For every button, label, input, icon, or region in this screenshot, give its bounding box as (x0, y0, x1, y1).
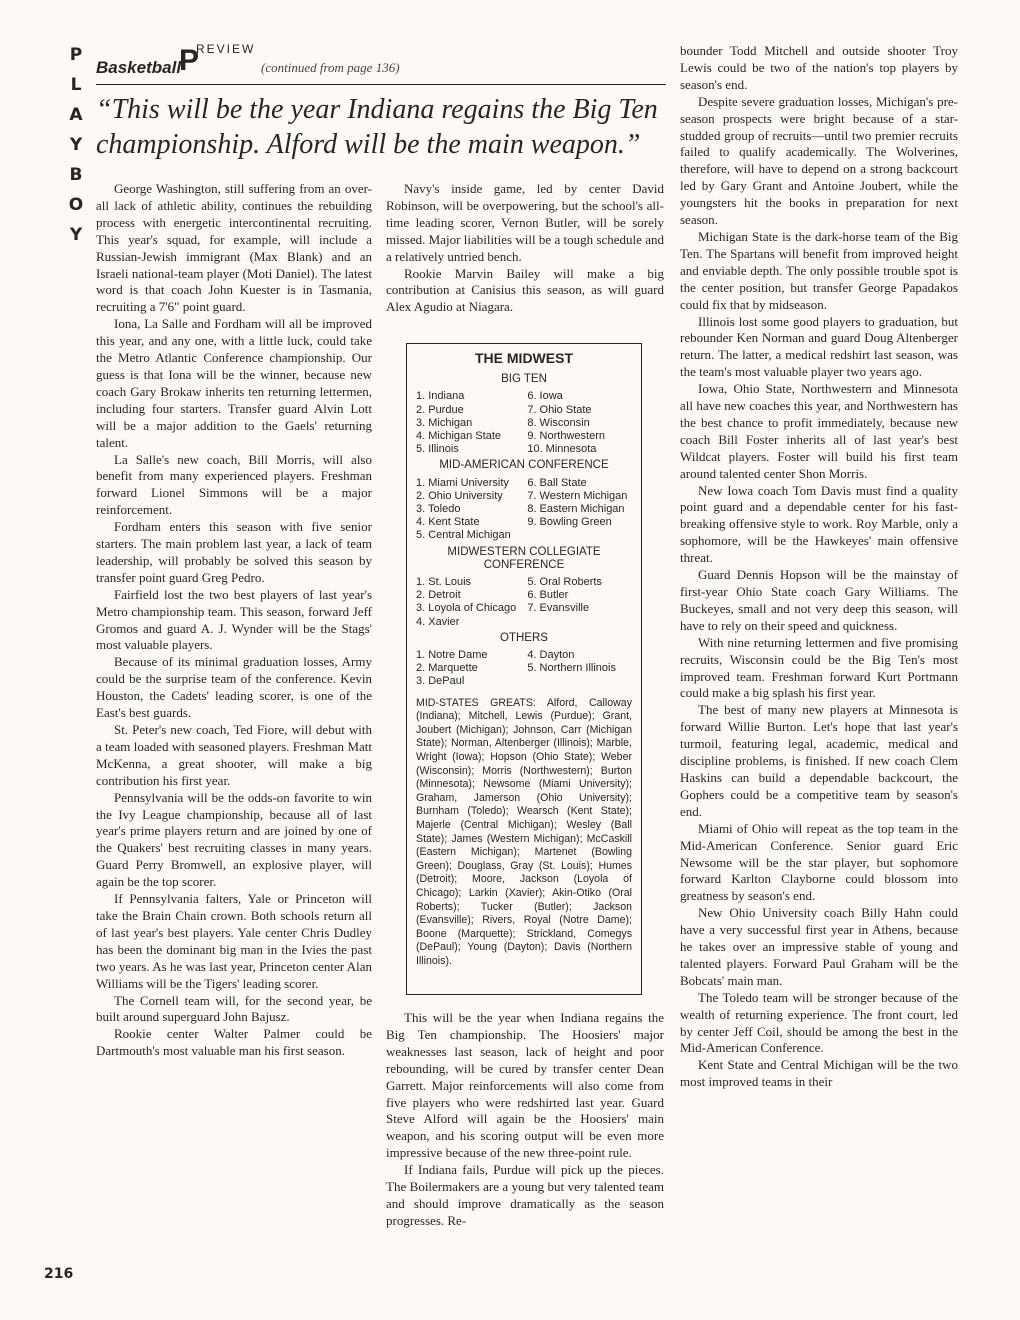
ranking-item: 1. St. Louis (416, 576, 472, 589)
conference-rankings (416, 576, 632, 629)
ranking-item: 8. Eastern Michigan (527, 503, 625, 516)
ranking-item: 3. DePaul (416, 675, 465, 688)
sidebar-letter: P (69, 45, 83, 65)
conference-name: OTHERS (500, 631, 548, 644)
conference-name: MIDWESTERN COLLEGIATE CONFERENCE (447, 545, 601, 571)
ranking-item: 7. Ohio State (527, 403, 592, 416)
section-name-rest: REVIEW (196, 42, 256, 56)
ranking-item: 6. Butler (527, 589, 569, 602)
paragraph: Guard Dennis Hopson will be the mainstay of first-year Ohio State coach Gary Williams. The Buckeyes, small and not very deep this season, will have to rely on their speed and quickness. (680, 567, 958, 633)
ranking-item: 1. Notre Dame (416, 649, 488, 662)
paragraph: Iowa, Ohio State, Northwestern and Minnesota all have new coaches this year, and Northwestern has the best chance to profit immediately, because new coach Bill Foster inherits all of last year's best Wildcat players. Foster will build his first team around talented center Shon Morris. (680, 381, 958, 481)
ranking-item: 5. Oral Roberts (527, 576, 602, 589)
section-header (96, 40, 666, 76)
ranking-item: 4. Dayton (527, 649, 575, 662)
paragraph: George Washington, still suffering from an over-all lack of athletic ability, continues the rebuilding process with energetic intercontinental recruiting. This year's squad, for example, will include a Russian-Jewish immigrant (Max Blank) and an Israeli national-team player (Moti Daniel). The latest word is that coach John Kuester is in Tasmania, recruiting a 7'6" point guard. (96, 181, 372, 315)
paragraph: Rookie center Walter Palmer could be Dartmouth's most valuable man his first season. (96, 1026, 372, 1059)
mid-states-greats: MID-STATES GREATS: Alford, Calloway (Indiana); Mitchell, Lewis (Purdue); Grant, Joubert (Michigan); Johnson, Carr (Michigan State); Norman, Altenberger (Illinois); Marble, Wright (Iowa); Hopson (Ohio State); Weber (Wisconsin); Morris (Northwestern); Burton (Minnesota); Newsome (Miami University); Graham, Jamerson (Ohio University); Burnham (Toledo); Wearsch (Kent State); Majerle (Central Michigan); Wesley (Ball State); James (Western Michigan); McCaskill (Eastern Michigan); Martenet (Bowling Green); Douglass, Gray (St. Louis); Humes (Detroit); Moore, Jackson (Loyola of Chicago); Larkin (Xavier); Akin-Otiko (Oral Roberts); Tucker (Butler); Jackson (Evansville); Rivers, Royal (Notre Dame); Boone (Marquette); Strickland, Comegys (DePaul); Young (Dayton); Davis (Northern Illinois). (416, 696, 632, 967)
paragraph: New Iowa coach Tom Davis must find a quality point guard and a dependable center for his fast-breaking offensive style to work. Roy Marble, only a sophomore, will be the Hawkeyes' main offensive threat. (680, 482, 958, 566)
header-rule (96, 84, 666, 85)
midwest-rankings-box (406, 343, 642, 995)
ranking-item: 6. Ball State (527, 476, 587, 489)
paragraph: Despite severe graduation losses, Michigan's pre-season prospects were bright because of a star-studded group of recruits—until two premier recruits failed to qualify academically. The Wolverines, therefore, will have to depend on a strong backcourt led by Gary Grant and Antoine Joubert, while the youngsters hit the books in preparation for next season. (680, 93, 958, 228)
paragraph: Miami of Ohio will repeat as the top team in the Mid-American Conference. Senior guard Eric Newsome will be the star player, but sophomore forward Karlton Clayborne could blossom into greatness by season's end. (680, 820, 958, 904)
paragraph: Iona, La Salle and Fordham will all be improved this year, and any one, with a little luck, could take the Metro Atlantic Conference championship. Our guess is that Iona will be the winner, because new coach Gary Brokaw inherits ten returning lettermen, including four starters. Transfer guard Alvin Lott will be a major addition to the Gaels' returning talent. (96, 316, 372, 450)
ranking-item: 2. Detroit (416, 589, 461, 602)
ranking-item: 4. Kent State (416, 516, 480, 529)
ranking-item: 8. Wisconsin (527, 416, 590, 429)
paragraph: The Cornell team will, for the second year, be built around superguard John Bajusz. (96, 992, 372, 1025)
paragraph: Pennsylvania will be the odds-on favorite to win the Ivy League championship, because all of last year's prime players return and are joined by one of the Quakers' best recruiting classes in many years. Guard Perry Bromwell, an explosive player, will again be the top scorer. (96, 789, 372, 890)
ranking-item: 7. Western Michigan (527, 489, 628, 502)
paragraph: Kent State and Central Michigan will be the two most improved teams in their (680, 1057, 958, 1090)
paragraph: Illinois lost some good players to graduation, but rebounder Ken Norman and guard Doug Altenberger return. The latter, a medical redshirt last season, was the team's most valuable player two years ago. (680, 313, 958, 380)
ranking-item: 4. Michigan State (416, 430, 501, 443)
paragraph: If Indiana fails, Purdue will pick up the pieces. The Boilermakers are a young but very talented team and should improve dramatically as the season progresses. Re- (386, 1162, 664, 1228)
conference-rankings (416, 390, 632, 456)
box-title: THE MIDWEST (475, 350, 573, 366)
pull-quote: “This will be the year Indiana regains the Big Ten championship. Alford will be the main weapon.” (96, 94, 658, 160)
article-column-3 (680, 43, 958, 1091)
paragraph: This will be the year when Indiana regains the Big Ten championship. The Hoosiers' major weaknesses last season, lack of height and poor rebounding, will be cured by transfer center Dean Garrett. Major reinforcements will also come from five players who were redshirted last year. Guard Steve Alford will again be the Hoosiers' main weapon, and his scoring output will be even more impressive because of the new three-point rule. (386, 1010, 664, 1161)
paragraph: Because of its minimal graduation losses, Army could be the surprise team of the conference. Kevin Houston, the Cadets' leading scorer, is one of the East's best guards. (96, 654, 372, 721)
paragraph: The best of many new players at Minnesota is forward Willie Burton. Let's hope that last year's turmoil, featuring legal, academic, medical and discipline problems, is finished. If new coach Clem Haskins can build a dependable backcourt, the Gophers could be a competitive team by season's end. (680, 702, 958, 819)
section-name: Basketball (96, 58, 182, 77)
paragraph: Rookie Marvin Bailey will make a big contribution at Canisius this season, as will guard Alex Agudio at Niagara. (386, 265, 664, 315)
ranking-item: 3. Toledo (416, 503, 461, 516)
sidebar-letter: Y (69, 225, 83, 245)
paragraph: Navy's inside game, led by center David Robinson, will be overpowering, but the school's all-time leading scorer, Vernon Butler, will be sorely missed. Major liabilities will be a tough schedule and a relatively untried bench. (386, 181, 664, 264)
ranking-item: 2. Purdue (416, 403, 464, 416)
ranking-item: 9. Northwestern (527, 430, 605, 443)
ranking-item: 4. Xavier (416, 615, 460, 628)
page-number: 216 (44, 1266, 74, 1282)
article-column-2-bottom (386, 1010, 664, 1230)
ranking-item: 1. Indiana (416, 390, 465, 403)
paragraph: La Salle's new coach, Bill Morris, will also benefit from many experienced players. Freshman forward Lionel Simmons will be a major reinforcement. (96, 451, 372, 518)
magazine-name-vertical (62, 40, 90, 250)
paragraph: Fordham enters this season with five senior starters. The main problem last year, a lack of team leadership, will probably be solved this season by transfer point guard Greg Pedro. (96, 519, 372, 585)
paragraph: bounder Todd Mitchell and outside shooter Troy Lewis could be two of the nation's top players by season's end. (680, 43, 958, 92)
sidebar-letter: Y (69, 135, 83, 155)
sidebar-letter: L (70, 75, 82, 95)
paragraph: New Ohio University coach Billy Hahn could have a very successful first year in Athens, because he takes over an impressive stable of young and talented players. Forward Paul Graham will be the Bobcats' main man. (680, 905, 958, 988)
sidebar-letter: O (68, 195, 84, 215)
ranking-item: 1. Miami University (416, 476, 509, 489)
ranking-item: 5. Illinois (416, 443, 459, 456)
paragraph: If Pennsylvania falters, Yale or Princeton will take the Brain Chain crown. Both schools return all of last year's best players. Yale center Chris Dudley has been the dominant big man in the Ivies the past two years. As he was last year, Princeton center Alan Williams will be the Tigers' leading scorer. (96, 891, 372, 991)
ranking-item: 5. Central Michigan (416, 529, 511, 542)
continued-note: (continued from page 136) (261, 60, 400, 75)
ranking-item: 5. Northern Illinois (527, 662, 616, 675)
conference-name: BIG TEN (501, 373, 547, 386)
sidebar-letter: B (69, 165, 83, 185)
ranking-item: 9. Bowling Green (527, 516, 612, 529)
ranking-item: 7. Evansville (527, 602, 590, 615)
paragraph: Michigan State is the dark-horse team of the Big Ten. The Spartans will benefit from improved height and enviable depth. The only possible trouble spot is the center position, but transfer George Papadakos could fix that by midseason. (680, 228, 958, 312)
conference-name: MID-AMERICAN CONFERENCE (439, 459, 609, 472)
paragraph: With nine returning lettermen and five promising recruits, Wisconsin could be the Big Ten's most improved team. Freshman forward Kurt Portmann could make a big splash his first year. (680, 634, 958, 701)
article-column-1 (96, 181, 372, 1060)
article-column-2-top (386, 181, 664, 316)
paragraph: St. Peter's new coach, Ted Fiore, will debut with a team loaded with seasoned players. Freshman Matt McKenna, a great shooter, will make a big contribution his first year. (96, 722, 372, 788)
paragraph: The Toledo team will be stronger because of the wealth of returning experience. The front court, led by center Jeff Coil, should be among the best in the Mid-American Conference. (680, 989, 958, 1056)
conference-rankings (416, 477, 632, 543)
ranking-item: 6. Iowa (527, 390, 563, 403)
ranking-item: 2. Marquette (416, 662, 478, 675)
section-initial: P (179, 44, 200, 77)
sidebar-letter: A (69, 105, 83, 125)
conference-rankings (416, 649, 632, 689)
ranking-item: 3. Michigan (416, 416, 473, 429)
ranking-item: 3. Loyola of Chicago (416, 602, 517, 615)
ranking-item: 2. Ohio University (416, 489, 503, 502)
paragraph: Fairfield lost the two best players of last year's Metro championship team. This season, forward Jeff Gromos and guard A. J. Wynder will be the Stags' most valuable players. (96, 586, 372, 653)
ranking-item: 10. Minnesota (527, 443, 597, 456)
